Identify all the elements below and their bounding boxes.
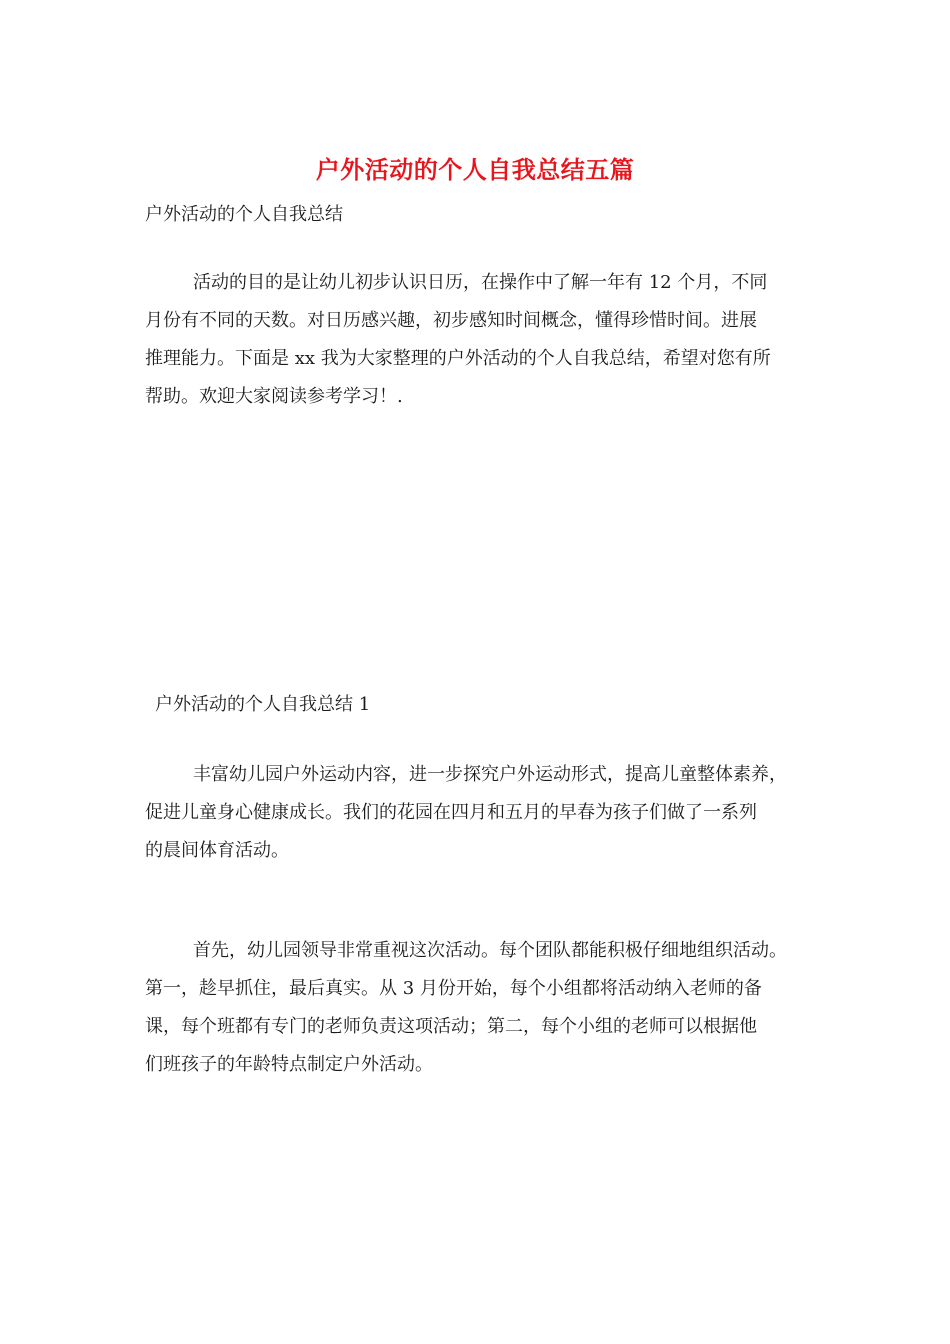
section-1-para-2-line-3: 课，每个班都有专门的老师负责这项活动；第二，每个小组的老师可以根据他 — [145, 1016, 757, 1037]
section-1-para-1-line-3: 的晨间体育活动。 — [145, 840, 289, 861]
section-1-para-1-line-1: 丰富幼儿园户外运动内容，进一步探究户外运动形式，提高儿童整体素养， — [193, 764, 787, 785]
section-1-para-2-line-2: 第一，趁早抓住，最后真实。从 3 月份开始，每个小组都将活动纳入老师的备 — [145, 978, 762, 999]
document-subtitle: 户外活动的个人自我总结 — [145, 204, 343, 225]
intro-line-4: 帮助。欢迎大家阅读参考学习！. — [145, 386, 403, 407]
section-1-para-2-line-1: 首先，幼儿园领导非常重视这次活动。每个团队都能积极仔细地组织活动。 — [193, 940, 787, 961]
section-1-heading: 户外活动的个人自我总结 1 — [155, 694, 371, 715]
intro-line-2: 月份有不同的天数。对日历感兴趣，初步感知时间概念，懂得珍惜时间。进展 — [145, 310, 757, 331]
section-1-para-1-line-2: 促进儿童身心健康成长。我们的花园在四月和五月的早春为孩子们做了一系列 — [145, 802, 757, 823]
document-title: 户外活动的个人自我总结五篇 — [315, 155, 635, 184]
intro-line-3: 推理能力。下面是 xx 我为大家整理的户外活动的个人自我总结，希望对您有所 — [145, 348, 771, 369]
intro-line-1: 活动的目的是让幼儿初步认识日历，在操作中了解一年有 12 个月，不同 — [193, 272, 768, 293]
section-1-para-2-line-4: 们班孩子的年龄特点制定户外活动。 — [145, 1054, 433, 1075]
